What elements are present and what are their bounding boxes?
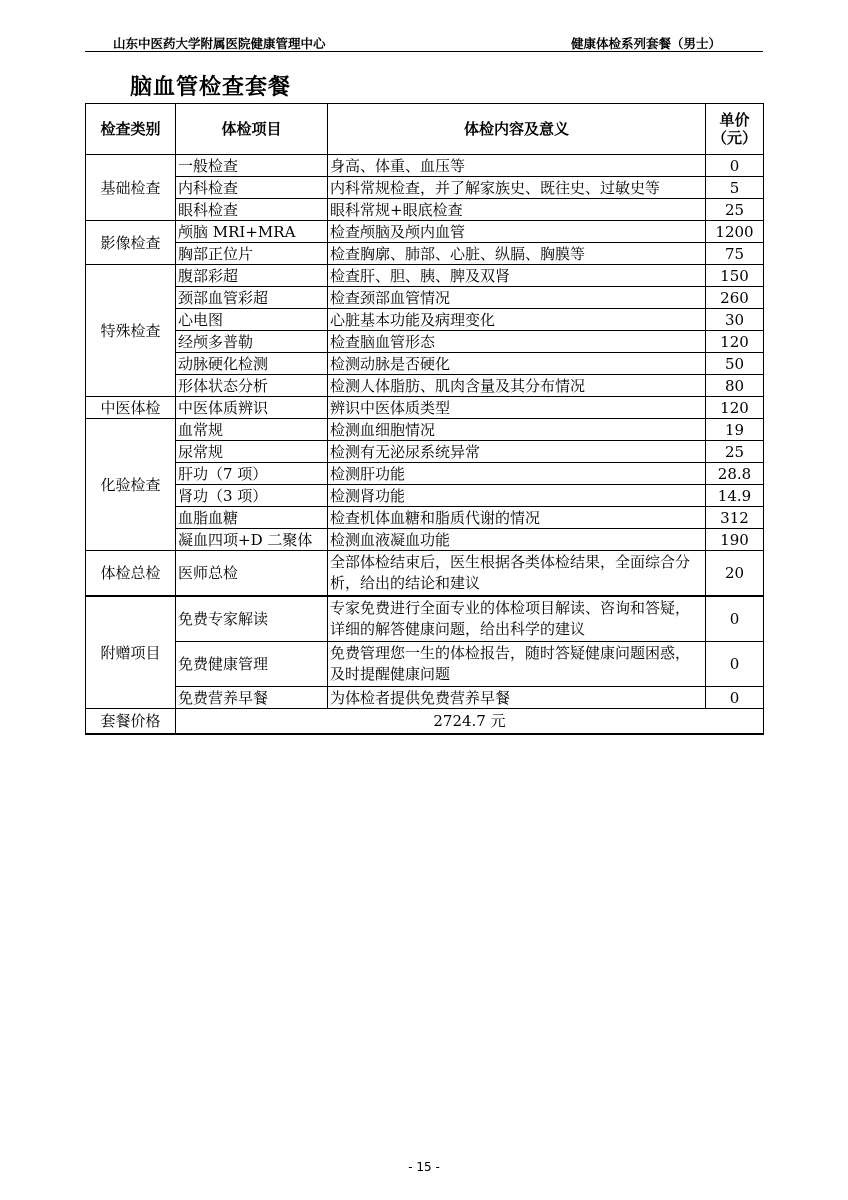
table-row <box>86 265 764 287</box>
table-row <box>86 507 764 529</box>
price-cell: 50 <box>706 353 764 375</box>
table-row <box>86 485 764 507</box>
item-cell: 中医体质辨识 <box>176 397 328 419</box>
price-cell: 1200 <box>706 221 764 243</box>
header-description: 体检内容及意义 <box>328 104 706 155</box>
table-row <box>86 397 764 419</box>
item-cell: 免费健康管理 <box>176 642 328 687</box>
header-divider <box>85 51 763 52</box>
price-cell: 28.8 <box>706 463 764 485</box>
item-cell: 颈部血管彩超 <box>176 287 328 309</box>
item-cell: 胸部正位片 <box>176 243 328 265</box>
table-row <box>86 687 764 709</box>
description-cell: 检测血液凝血功能 <box>328 529 706 551</box>
description-cell: 检查颅脑及颅内血管 <box>328 221 706 243</box>
description-cell: 为体检者提供免费营养早餐 <box>328 687 706 709</box>
description-cell: 检查脑血管形态 <box>328 331 706 353</box>
description-cell: 检查胸廓、肺部、心脏、纵膈、胸膜等 <box>328 243 706 265</box>
table-row <box>86 199 764 221</box>
page-number: - 15 - <box>408 1160 440 1174</box>
header-item: 体检项目 <box>176 104 328 155</box>
page-header <box>85 32 763 52</box>
category-cell: 基础检查 <box>86 155 176 221</box>
header-price <box>706 104 764 155</box>
description-cell: 心脏基本功能及病理变化 <box>328 309 706 331</box>
category-cell: 特殊检查 <box>86 265 176 397</box>
price-cell: 25 <box>706 441 764 463</box>
description-cell: 检测动脉是否硬化 <box>328 353 706 375</box>
description-cell: 眼科常规+眼底检查 <box>328 199 706 221</box>
price-cell: 0 <box>706 642 764 687</box>
item-cell: 颅脑 MRI+MRA <box>176 221 328 243</box>
table-row <box>86 463 764 485</box>
item-cell: 免费营养早餐 <box>176 687 328 709</box>
description-cell: 检测血细胞情况 <box>328 419 706 441</box>
item-cell: 腹部彩超 <box>176 265 328 287</box>
item-cell: 凝血四项+D 二聚体 <box>176 529 328 551</box>
price-cell: 190 <box>706 529 764 551</box>
header-series-title: 健康体检系列套餐（男士） <box>570 36 721 51</box>
table-row <box>86 243 764 265</box>
header-price-line1: 单价 <box>719 111 750 129</box>
item-cell: 经颅多普勒 <box>176 331 328 353</box>
price-cell: 120 <box>706 331 764 353</box>
header-price-line2: （元） <box>711 129 757 147</box>
table-row <box>86 375 764 397</box>
price-cell: 0 <box>706 596 764 642</box>
item-cell: 形体状态分析 <box>176 375 328 397</box>
item-cell: 医师总检 <box>176 551 328 597</box>
total-label: 套餐价格 <box>86 709 176 735</box>
description-cell: 检查肝、胆、胰、脾及双肾 <box>328 265 706 287</box>
price-cell: 30 <box>706 309 764 331</box>
price-cell: 14.9 <box>706 485 764 507</box>
table-row <box>86 529 764 551</box>
item-cell: 内科检查 <box>176 177 328 199</box>
description-cell: 辨识中医体质类型 <box>328 397 706 419</box>
price-cell: 312 <box>706 507 764 529</box>
item-cell: 肝功（7 项） <box>176 463 328 485</box>
table-row <box>86 353 764 375</box>
price-cell: 5 <box>706 177 764 199</box>
table-row <box>86 177 764 199</box>
item-cell: 尿常规 <box>176 441 328 463</box>
header-category: 检查类别 <box>86 104 176 155</box>
item-cell: 血脂血糖 <box>176 507 328 529</box>
total-value: 2724.7 元 <box>176 709 764 735</box>
table-row <box>86 419 764 441</box>
total-row <box>86 709 764 735</box>
price-cell: 80 <box>706 375 764 397</box>
table-row <box>86 642 764 687</box>
price-cell: 260 <box>706 287 764 309</box>
header-hospital-name: 山东中医药大学附属医院健康管理中心 <box>113 36 326 51</box>
description-cell: 身高、体重、血压等 <box>328 155 706 177</box>
description-cell: 检测肝功能 <box>328 463 706 485</box>
table-row <box>86 331 764 353</box>
description-cell: 内科常规检查，并了解家族史、既往史、过敏史等 <box>328 177 706 199</box>
item-cell: 肾功（3 项） <box>176 485 328 507</box>
item-cell: 眼科检查 <box>176 199 328 221</box>
item-cell: 动脉硬化检测 <box>176 353 328 375</box>
category-cell: 化验检查 <box>86 419 176 551</box>
price-cell: 75 <box>706 243 764 265</box>
category-cell: 体检总检 <box>86 551 176 597</box>
description-cell: 检测人体脂肪、肌肉含量及其分布情况 <box>328 375 706 397</box>
price-cell: 25 <box>706 199 764 221</box>
price-cell: 150 <box>706 265 764 287</box>
description-cell: 免费管理您一生的体检报告，随时答疑健康问题困惑，及时提醒健康问题 <box>328 642 706 687</box>
item-cell: 免费专家解读 <box>176 596 328 642</box>
table-row <box>86 596 764 642</box>
gift-category-cell: 附赠项目 <box>86 596 176 709</box>
price-cell: 0 <box>706 155 764 177</box>
category-cell: 影像检查 <box>86 221 176 265</box>
category-cell: 中医体检 <box>86 397 176 419</box>
description-cell: 检查机体血糖和脂质代谢的情况 <box>328 507 706 529</box>
price-cell: 120 <box>706 397 764 419</box>
description-cell: 检测有无泌尿系统异常 <box>328 441 706 463</box>
description-cell: 检查颈部血管情况 <box>328 287 706 309</box>
item-cell: 一般检查 <box>176 155 328 177</box>
table-row <box>86 221 764 243</box>
package-table <box>85 103 764 735</box>
price-cell: 0 <box>706 687 764 709</box>
item-cell: 心电图 <box>176 309 328 331</box>
table-row <box>86 155 764 177</box>
description-cell: 全部体检结束后，医生根据各类体检结果，全面综合分析，给出的结论和建议 <box>328 551 706 597</box>
table-row <box>86 551 764 597</box>
description-cell: 检测肾功能 <box>328 485 706 507</box>
table-header-row <box>86 104 764 155</box>
table-row <box>86 309 764 331</box>
table-row <box>86 287 764 309</box>
price-cell: 20 <box>706 551 764 597</box>
page-title: 脑血管检查套餐 <box>130 75 292 100</box>
price-cell: 19 <box>706 419 764 441</box>
item-cell: 血常规 <box>176 419 328 441</box>
table-row <box>86 441 764 463</box>
description-cell: 专家免费进行全面专业的体检项目解读、咨询和答疑，详细的解答健康问题，给出科学的建议 <box>328 596 706 642</box>
